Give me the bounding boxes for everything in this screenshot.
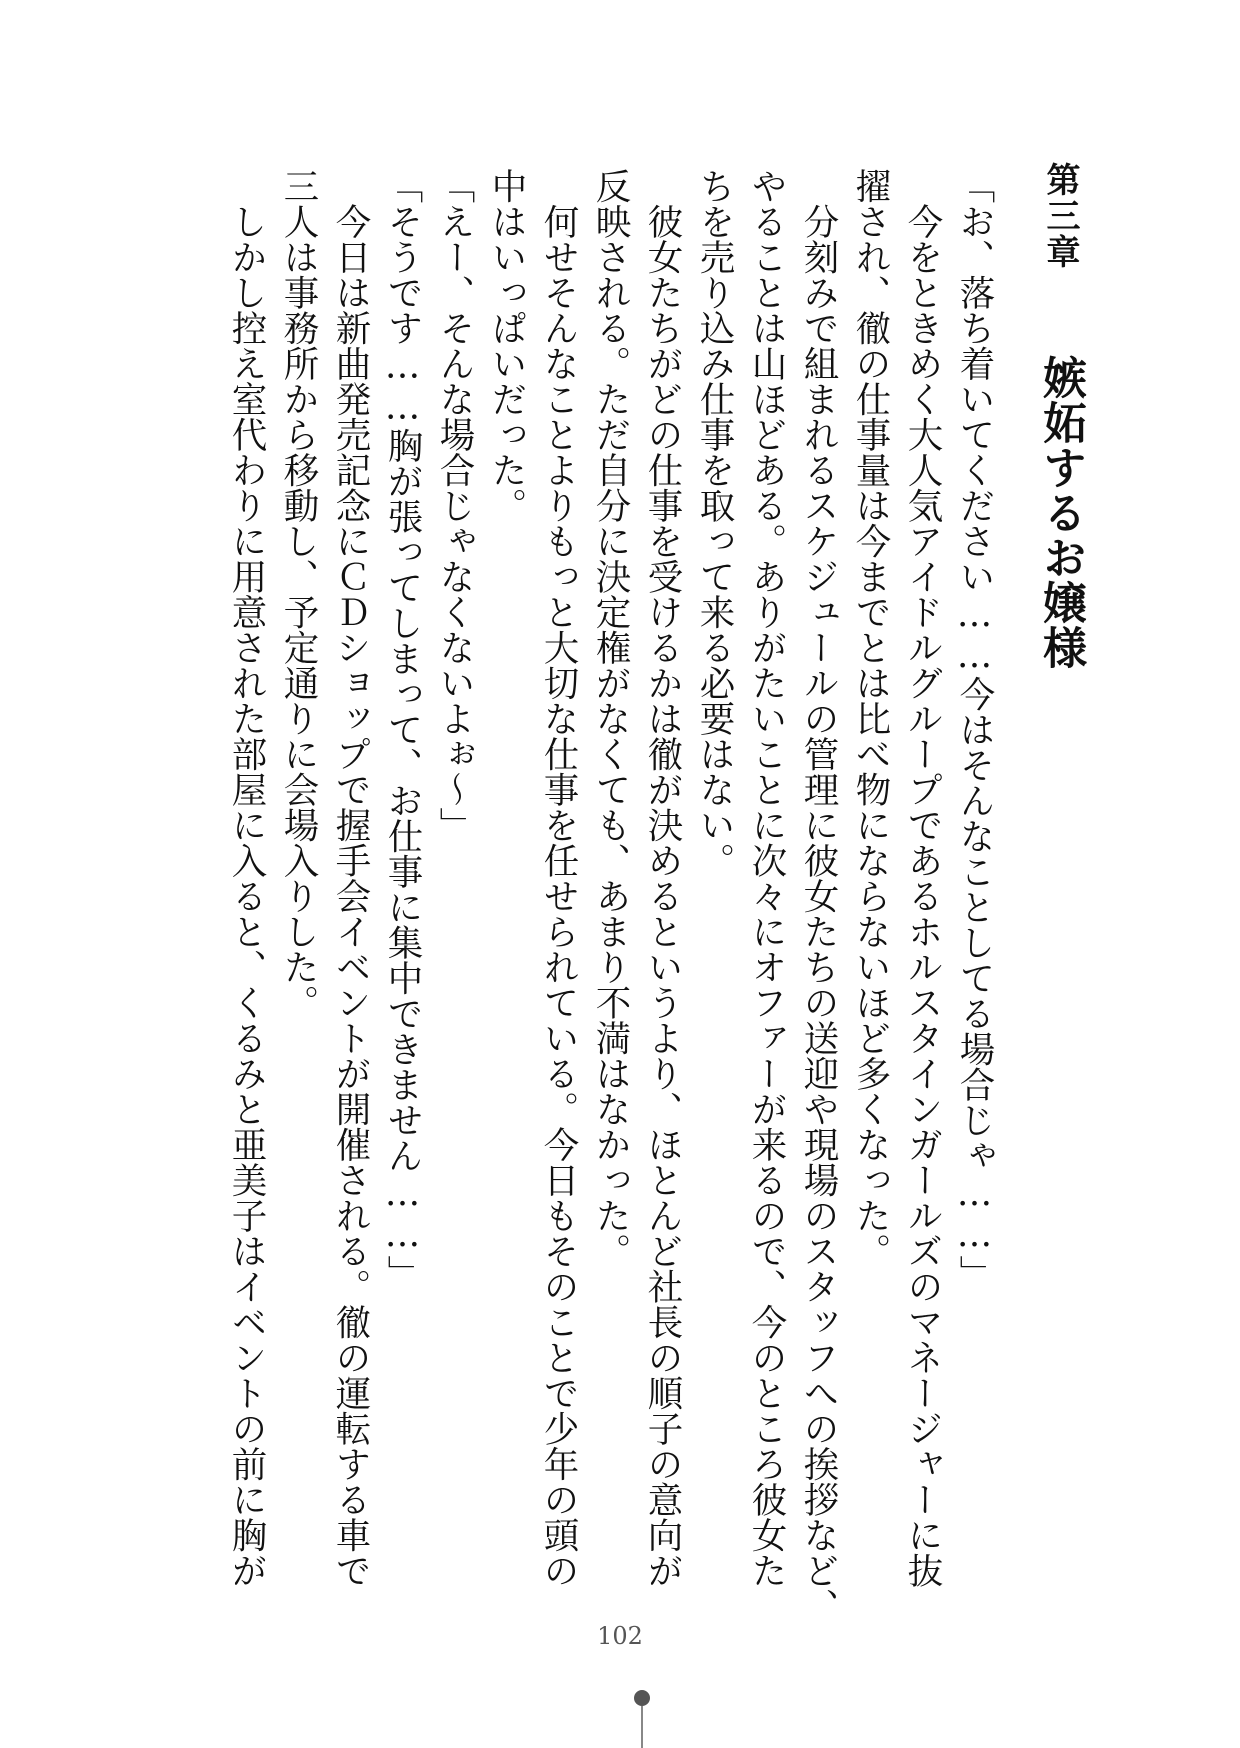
text-line: 今日は新曲発売記念にＣＤショップで握手会イベントが開催される。徹の運転する車で [330, 168, 371, 1588]
text-line: ちを売り込み仕事を取って来る必要はない。 [694, 168, 735, 878]
chapter-title: 嫉妬するお嬢様 [1035, 355, 1086, 670]
text-line: やることは山ほどある。ありがたいことに次々にオファーが来るので、今のところ彼女た [746, 168, 787, 1588]
text-line: 反映される。ただ自分に決定権がなくても、あまり不満はなかった。 [590, 168, 631, 1269]
chapter-label: 第三章 [1040, 162, 1080, 270]
text-line: しかし控え室代わりに用意された部屋に入ると、くるみと亜美子はイベントの前に胸が [226, 168, 267, 1588]
page-number: 102 [597, 1622, 643, 1650]
body-text [220, 168, 1000, 1624]
chapter-heading [1024, 162, 1088, 670]
text-line: 「えー、そんな場合じゃなくないよぉ～」 [434, 168, 475, 843]
text-line: 三人は事務所から移動し、予定通りに会場入りした。 [278, 168, 319, 1020]
text-line: 何せそんなことよりもっと大切な仕事を任せられている。今日もそのことで少年の頭の [538, 168, 579, 1588]
text-line: 彼女たちがどの仕事を受けるかは徹が決めるというより、ほとんど社長の順子の意向が [642, 168, 683, 1588]
text-line: 「お、落ち着いてください……今はそんなことしてる場合じゃ……」 [954, 168, 995, 1291]
page-marker-line [641, 1706, 643, 1748]
text-line: 中はいっぱいだった。 [486, 168, 527, 523]
text-line: 分刻みで組まれるスケジュールの管理に彼女たちの送迎や現場のスタッフへの挨拶など、 [798, 168, 839, 1624]
page-marker-dot [634, 1690, 650, 1706]
text-line: 「そうです……胸が張ってしまって、お仕事に集中できません……」 [382, 168, 423, 1291]
text-line: 擢され、徹の仕事量は今までとは比べ物にならないほど多くなった。 [850, 168, 891, 1269]
text-line: 今をときめく大人気アイドルグループであるホルスタインガールズのマネージャーに抜 [902, 168, 943, 1588]
